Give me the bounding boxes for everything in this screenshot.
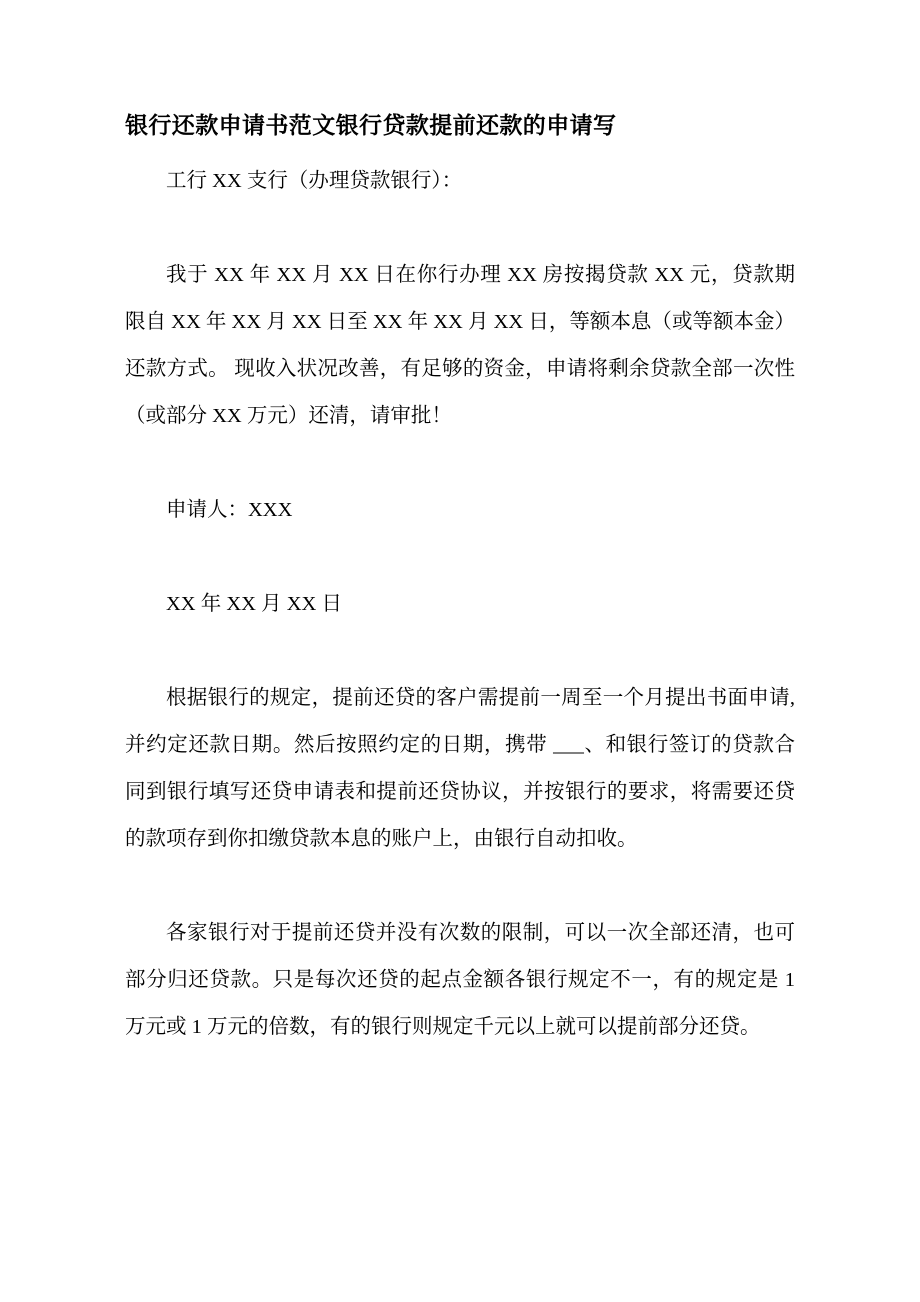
paragraph-body-main: 我于 XX 年 XX 月 XX 日在你行办理 XX 房按揭贷款 XX 元，贷款期限自 XX 年 XX 月 XX 日至 XX 年 XX 月 XX 日，等额本息（或等额本金）还款方式。 现收入状况改善，有足够的资金，申请将剩余贷款全部一次性（或部分 XX 万元）还清，请审批！ xyxy=(125,264,795,427)
paragraph-regulation-notice: 根据银行的规定，提前还贷的客户需提前一周至一个月提出书面申请, 并约定还款日期。然后按照约定的日期，携带 ___、和银行签订的贷款合同到银行填写还贷申请表和提前还贷协议，并按银行的要求，将需要还贷的款项存到你扣缴贷款本息的账户上，由银行自动扣收。 xyxy=(125,687,795,850)
paragraph-spacer-4 xyxy=(125,628,795,675)
paragraph-spacer-1 xyxy=(125,205,795,252)
page-title: 银行还款申请书范文银行贷款提前还款的申请写 xyxy=(125,112,617,138)
paragraph-bank-limits: 各家银行对于提前还贷并没有次数的限制，可以一次全部还清，也可部分归还贷款。只是每次还贷的起点金额各银行规定不一，有的规定是 1 万元或 1 万元的倍数，有的银行则规定千元以上就可以提前部分还贷。 xyxy=(125,922,795,1038)
paragraph-applicant: 申请人：XXX xyxy=(166,499,293,521)
paragraph-spacer-5 xyxy=(125,863,795,910)
paragraph-date: XX 年 XX 月 XX 日 xyxy=(166,593,342,615)
paragraph-spacer-2 xyxy=(125,440,795,487)
paragraph-salutation: 工行 XX 支行（办理贷款银行）： xyxy=(166,170,463,192)
paragraph-spacer-3 xyxy=(125,534,795,581)
